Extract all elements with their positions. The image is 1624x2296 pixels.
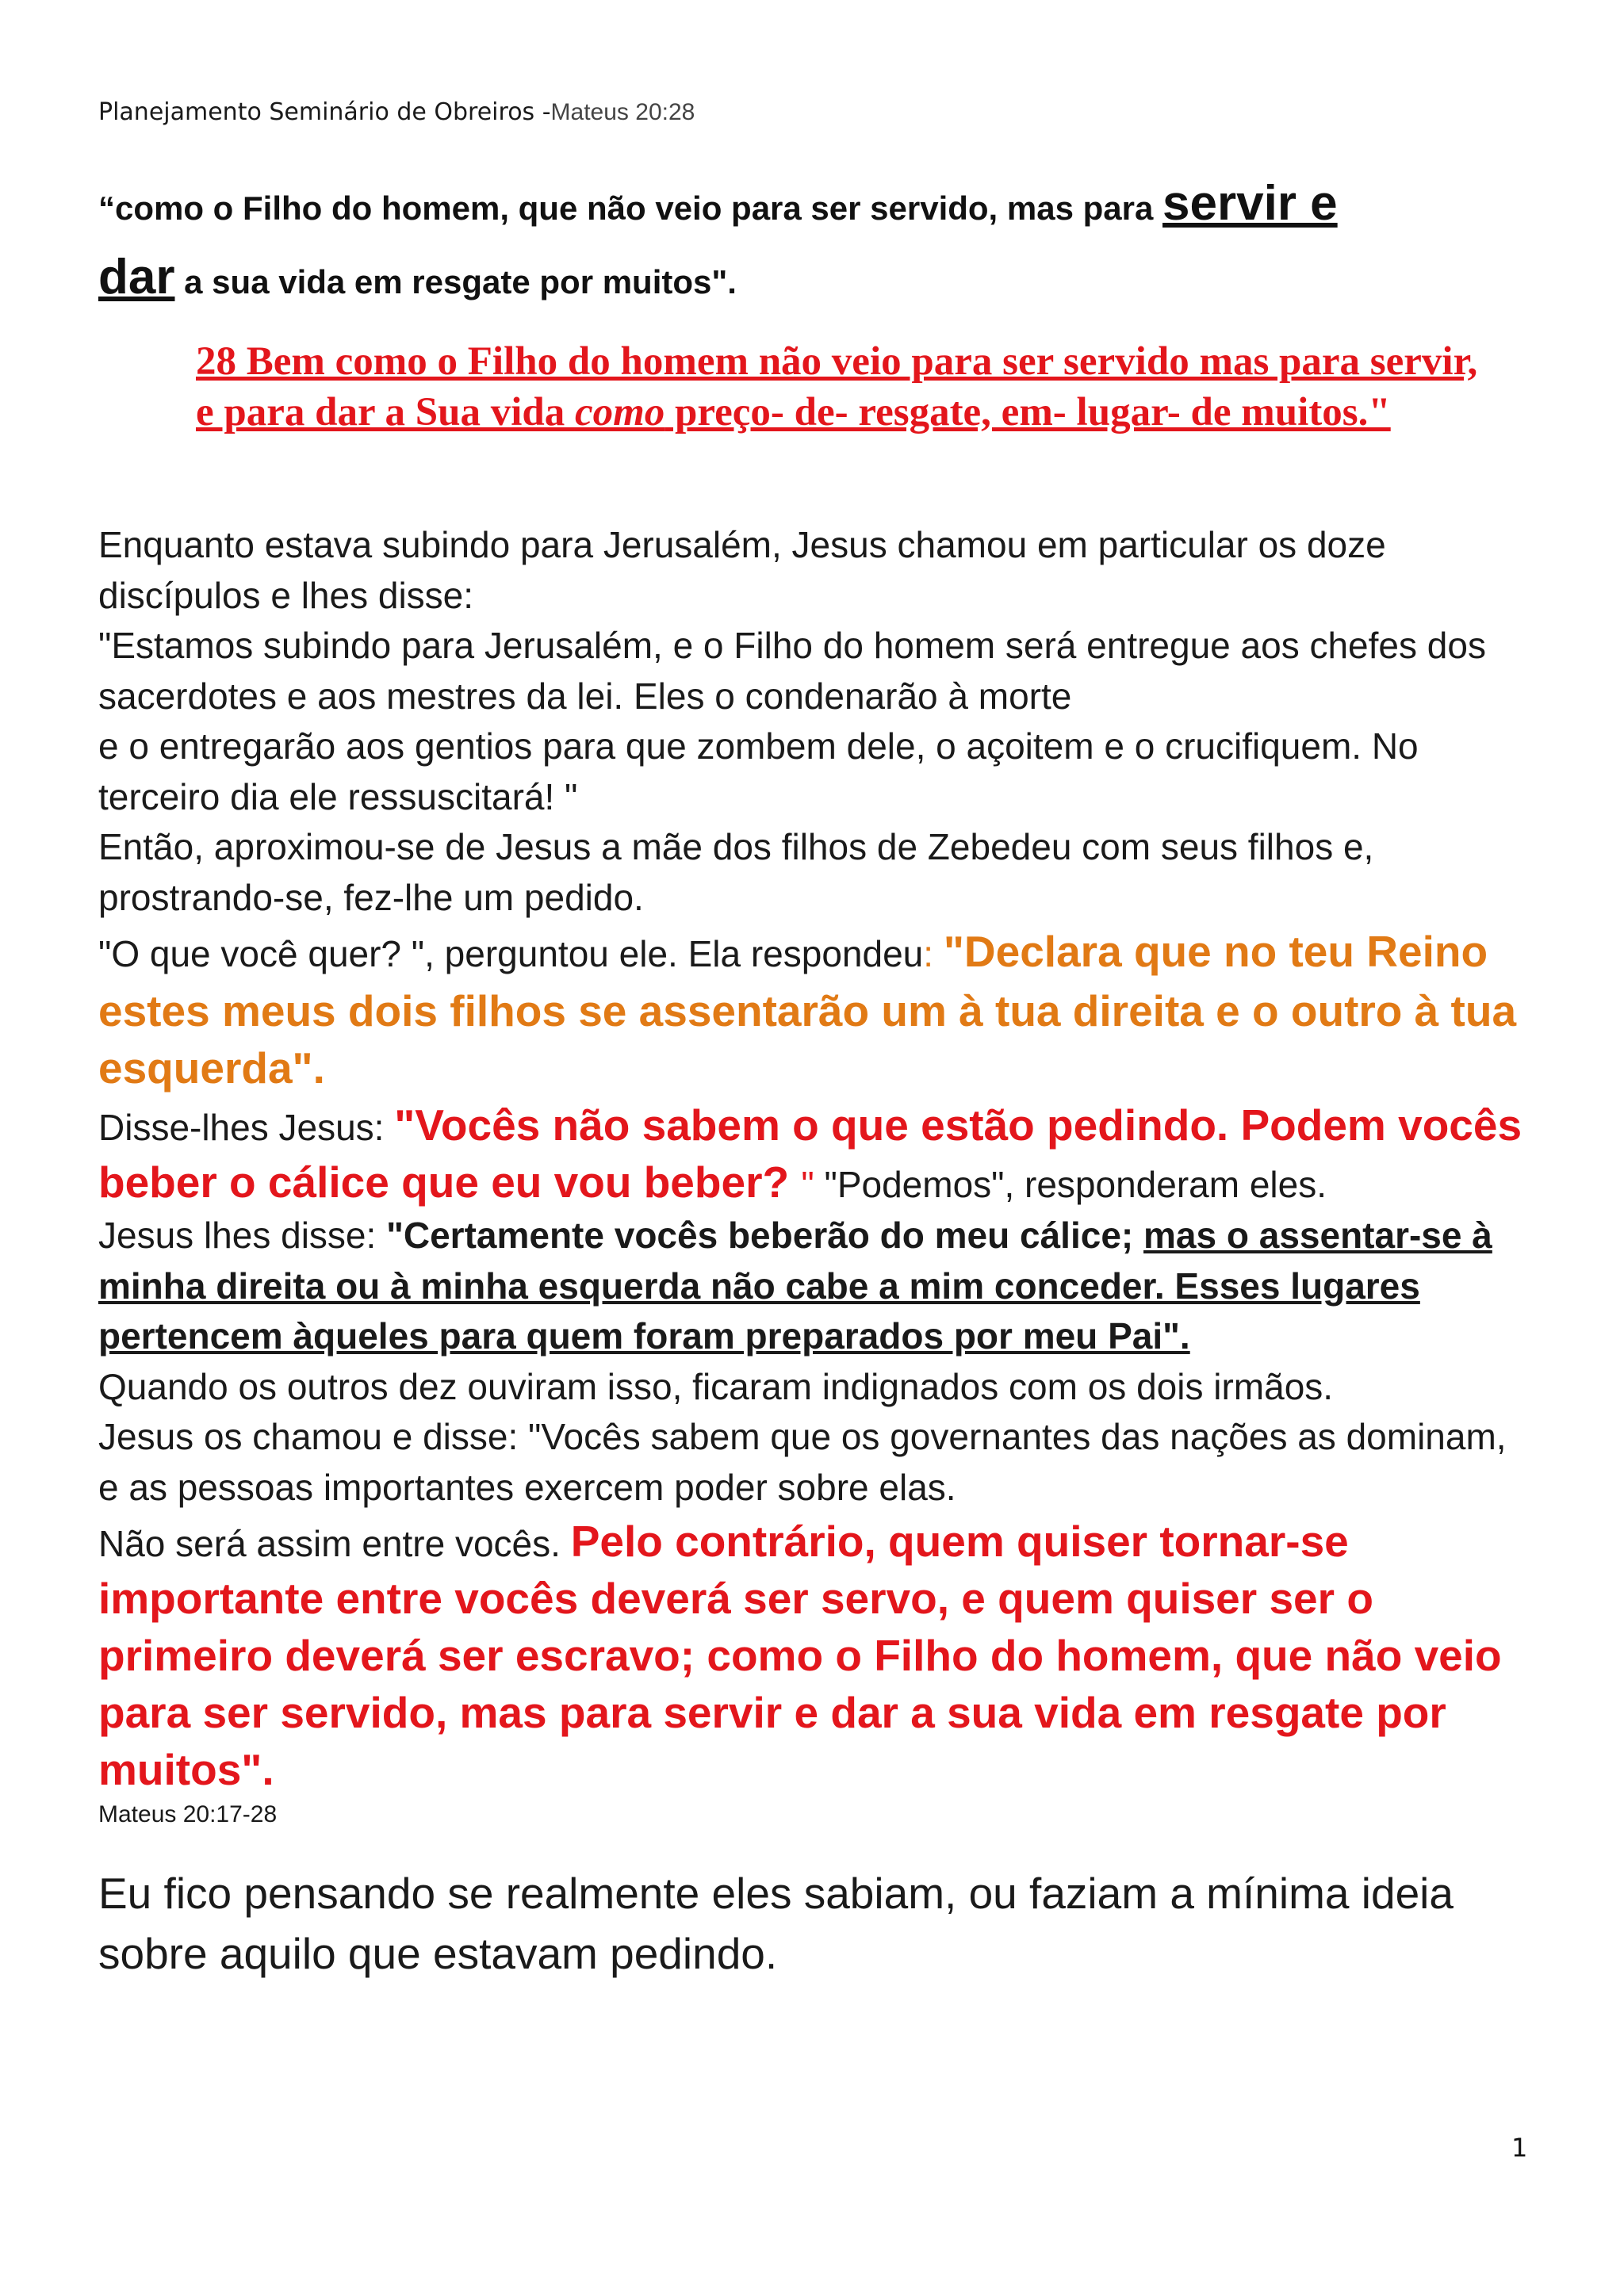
narrative-paragraph: Quando os outros dez ouviram isso, ficaram indignados com os dois irmãos.	[98, 1365, 1334, 1407]
verse-quote	[196, 336, 1496, 438]
narrative-text: Jesus lhes disse:	[98, 1215, 387, 1256]
narrative-paragraph: e o entregarão aos gentios para que zombem dele, o açoitem e o crucifiquem. No terceiro dia ele ressuscitará! "	[98, 725, 1419, 817]
quote-text-2: preço- de- resgate, em- lugar- de muitos."	[665, 390, 1391, 434]
narrative-paragraph: Então, aproximou-se de Jesus a mãe dos filhos de Zebedeu com seus filhos e, prostrando-se, fez-lhe um pedido.	[98, 826, 1374, 918]
narrative	[98, 520, 1526, 1831]
narrative-text: "O que você quer? ", perguntou ele. Ela respondeu	[98, 933, 924, 974]
mother-request: "Declara que no teu Reino estes meus dois filhos se assentarão um à tua direita e o outro à tua esquerda".	[98, 927, 1517, 1093]
colon: :	[923, 933, 944, 974]
narrative-paragraph	[98, 1211, 1526, 1362]
narrative-paragraph: Enquanto estava subindo para Jerusalém, Jesus chamou em particular os doze discípulos e lhes disse:	[98, 524, 1386, 616]
narrative-paragraph: "Estamos subindo para Jerusalém, e o Filho do homem será entregue aos chefes dos sacerdotes e aos mestres da lei. Eles o condenarão à morte	[98, 625, 1486, 717]
verse-emphasis-1: servir e	[1162, 176, 1338, 231]
page-number: 1	[1511, 2133, 1528, 2163]
narrative-text: Disse-lhes Jesus:	[98, 1107, 395, 1148]
header-reference: Mateus 20:28	[550, 99, 695, 125]
verse-text-1: “como o Filho do homem, que não veio para ser servido, mas para	[98, 189, 1163, 227]
narrative-text: "Podemos", responderam eles.	[824, 1164, 1327, 1205]
key-verse	[98, 166, 1518, 314]
narrative-paragraph	[98, 1096, 1526, 1211]
page-header	[98, 98, 695, 126]
header-title: Planejamento Seminário de Obreiros -	[98, 98, 551, 126]
jesus-statement: "Certamente vocês beberão do meu cálice;	[386, 1215, 1144, 1256]
jesus-reply: "Vocês não sabem o que estão pedindo. Podem vocês beber o cálice que eu vou beber?	[98, 1100, 1522, 1207]
narrative-text: Não será assim entre vocês.	[98, 1523, 571, 1564]
jesus-statement-underlined: mas o assentar-se à minha direita ou à minha esquerda não cabe a mim conceder. Esses lugares pertencem àqueles para quem foram preparados por meu Pai".	[98, 1215, 1492, 1357]
narrative-paragraph	[98, 1513, 1526, 1798]
verse-emphasis-2: dar	[98, 250, 175, 304]
citation: Mateus 20:17-28	[98, 1801, 278, 1827]
servant-teaching: Pelo contrário, quem quiser tornar-se importante entre vocês deverá ser servo, e quem quiser ser o primeiro deverá ser escravo; como o Filho do homem, que não veio para ser servido, mas para servir e dar a sua vida em resgate por muitos".	[98, 1517, 1502, 1794]
narrative-paragraph: Jesus os chamou e disse: "Vocês sabem que os governantes das nações as dominam, e as pessoas importantes exercem poder sobre elas.	[98, 1416, 1507, 1508]
verse-text-2: a sua vida em resgate por muitos".	[174, 263, 737, 300]
quote-text-1: 28 Bem como o Filho do homem não veio para ser servido mas para servir, e para dar a Sua vida	[196, 339, 1478, 434]
reflection: Eu fico pensando se realmente eles sabiam, ou faziam a mínima ideia sobre aquilo que estavam pedindo.	[98, 1869, 1454, 1978]
quote-italic-word: como	[574, 390, 665, 434]
quote-mark: "	[801, 1164, 825, 1205]
narrative-paragraph	[98, 923, 1526, 1096]
